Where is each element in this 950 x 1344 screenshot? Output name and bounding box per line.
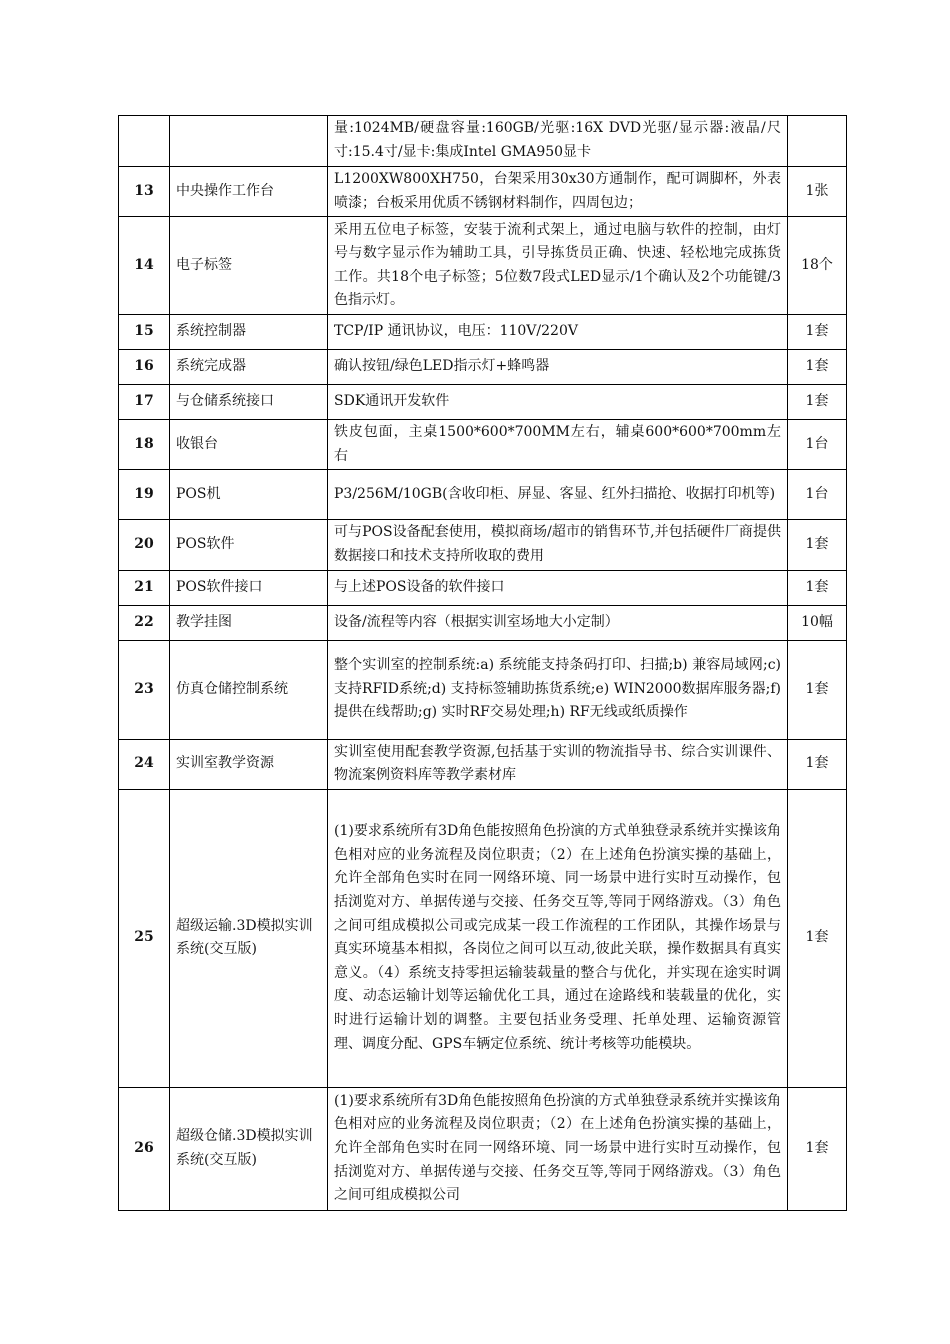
item-description: 铁皮包面，主桌1500*600*700MM左右，辅桌600*600*700mm左右 <box>328 420 788 470</box>
table-row <box>119 217 847 315</box>
table-row <box>119 739 847 789</box>
item-description: L1200XW800XH750，台架采用30x30方通制作，配可调脚杯，外表喷漆；台板采用优质不锈钢材料制作，四周包边； <box>328 167 788 217</box>
item-name <box>170 116 328 167</box>
row-number: 16 <box>119 350 170 385</box>
item-quantity: 1套 <box>788 789 847 1087</box>
item-name: 教学挂图 <box>170 605 328 640</box>
item-quantity: 1套 <box>788 385 847 420</box>
item-quantity: 10幅 <box>788 605 847 640</box>
table-row <box>119 315 847 350</box>
item-description: 与上述POS设备的软件接口 <box>328 570 788 605</box>
item-quantity <box>788 116 847 167</box>
item-quantity: 1套 <box>788 1087 847 1210</box>
item-quantity: 1套 <box>788 350 847 385</box>
item-description: 可与POS设备配套使用，模拟商场/超市的销售环节,并包括硬件厂商提供数据接口和技术支持所收取的费用 <box>328 520 788 570</box>
item-description: P3/256M/10GB(含收印柜、屏显、客显、红外扫描抢、收据打印机等) <box>328 470 788 520</box>
item-quantity: 1套 <box>788 520 847 570</box>
item-name: POS机 <box>170 470 328 520</box>
item-description: 实训室使用配套教学资源,包括基于实训的物流指导书、综合实训课件、物流案例资料库等教学素材库 <box>328 739 788 789</box>
table-row <box>119 116 847 167</box>
item-description: (1)要求系统所有3D角色能按照角色扮演的方式单独登录系统并实操该角色相对应的业务流程及岗位职责；（2）在上述角色扮演实操的基础上，允许全部角色实时在同一网络环境、同一场景中进行实时互动操作，包括浏览对方、单据传递与交接、任务交互等,等同于网络游戏。（3）角色之间可组成模拟公司或完成某一段工作流程的工作团队，其操作场景与真实环境基本相拟，各岗位之间可以互动,彼此关联，操作数据具有真实意义。（4）系统支持零担运输装载量的整合与优化，并实现在途实时调度、动态运输计划等运输优化工具，通过在途路线和装载量的优化，实时进行运输计划的调整。主要包括业务受理、托单处理、运输资源管理、调度分配、GPS车辆定位系统、统计考核等功能模块。 <box>328 789 788 1087</box>
table-row <box>119 350 847 385</box>
row-number: 24 <box>119 739 170 789</box>
item-quantity: 1套 <box>788 570 847 605</box>
item-name: 系统完成器 <box>170 350 328 385</box>
item-description: 采用五位电子标签，安装于流利式架上，通过电脑与软件的控制，由灯号与数字显示作为辅助工具，引导拣货员正确、快速、轻松地完成拣货工作。共18个电子标签；5位数7段式LED显示/1个确认及2个功能键/3色指示灯。 <box>328 217 788 315</box>
row-number: 25 <box>119 789 170 1087</box>
table-row <box>119 520 847 570</box>
table-row <box>119 789 847 1087</box>
row-number: 22 <box>119 605 170 640</box>
table-row <box>119 570 847 605</box>
item-name: 仿真仓储控制系统 <box>170 640 328 739</box>
item-quantity: 1套 <box>788 739 847 789</box>
item-description: 确认按钮/绿色LED指示灯+蜂鸣器 <box>328 350 788 385</box>
item-quantity: 1张 <box>788 167 847 217</box>
item-description: (1)要求系统所有3D角色能按照角色扮演的方式单独登录系统并实操该角色相对应的业务流程及岗位职责；（2）在上述角色扮演实操的基础上，允许全部角色实时在同一网络环境、同一场景中进行实时互动操作，包括浏览对方、单据传递与交接、任务交互等,等同于网络游戏。（3）角色之间可组成模拟公司 <box>328 1087 788 1210</box>
item-name: 与仓储系统接口 <box>170 385 328 420</box>
item-quantity: 1套 <box>788 640 847 739</box>
item-quantity: 1套 <box>788 315 847 350</box>
row-number: 19 <box>119 470 170 520</box>
table-row <box>119 167 847 217</box>
row-number <box>119 116 170 167</box>
item-quantity: 18个 <box>788 217 847 315</box>
item-description: 设备/流程等内容（根据实训室场地大小定制） <box>328 605 788 640</box>
row-number: 26 <box>119 1087 170 1210</box>
item-name: 实训室教学资源 <box>170 739 328 789</box>
table-row <box>119 1087 847 1210</box>
item-description: 整个实训室的控制系统:a) 系统能支持条码打印、扫描;b) 兼容局域网;c) 支持RFID系统;d) 支持标签辅助拣货系统;e) WIN2000数据库服务器;f) 提供在线帮助;g) 实时RF交易处理;h) RF无线或纸质操作 <box>328 640 788 739</box>
item-description: 量:1024MB/硬盘容量:160GB/光驱:16X DVD光驱/显示器:液晶/尺寸:15.4寸/显卡:集成Intel GMA950显卡 <box>328 116 788 167</box>
table-row <box>119 605 847 640</box>
table-row <box>119 470 847 520</box>
item-description: SDK通讯开发软件 <box>328 385 788 420</box>
table-row <box>119 640 847 739</box>
item-name: 超级仓储.3D模拟实训系统(交互版) <box>170 1087 328 1210</box>
item-name: 电子标签 <box>170 217 328 315</box>
table-row <box>119 420 847 470</box>
row-number: 21 <box>119 570 170 605</box>
row-number: 17 <box>119 385 170 420</box>
item-name: POS软件接口 <box>170 570 328 605</box>
item-name: 超级运输.3D模拟实训系统(交互版) <box>170 789 328 1087</box>
row-number: 20 <box>119 520 170 570</box>
row-number: 15 <box>119 315 170 350</box>
item-name: 中央操作工作台 <box>170 167 328 217</box>
table-row <box>119 385 847 420</box>
equipment-spec-table <box>118 115 847 1211</box>
item-quantity: 1台 <box>788 420 847 470</box>
row-number: 23 <box>119 640 170 739</box>
item-name: POS软件 <box>170 520 328 570</box>
item-quantity: 1台 <box>788 470 847 520</box>
item-name: 系统控制器 <box>170 315 328 350</box>
row-number: 18 <box>119 420 170 470</box>
item-name: 收银台 <box>170 420 328 470</box>
item-description: TCP/IP 通讯协议，电压：110V/220V <box>328 315 788 350</box>
row-number: 13 <box>119 167 170 217</box>
row-number: 14 <box>119 217 170 315</box>
